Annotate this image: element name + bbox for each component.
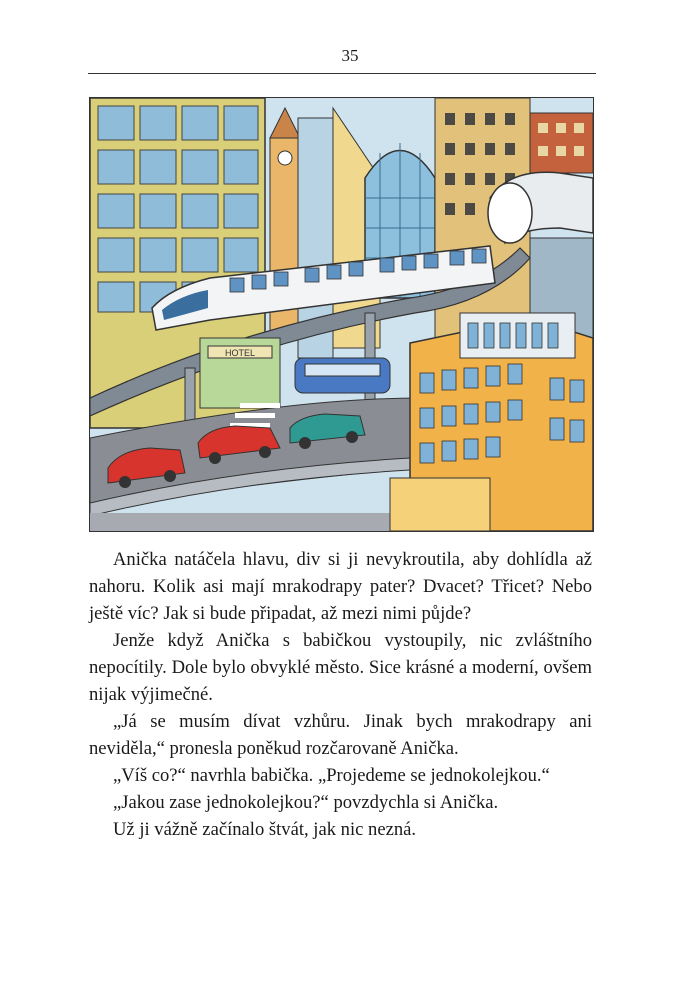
- paragraph: „Víš co?“ navrhla babička. „Projedeme se jednokolejkou.“: [113, 765, 550, 786]
- bus-windows: [305, 364, 380, 376]
- paragraph: Anička natáčela hlavu, div si ji nevykroutila, aby dohlídla až nahoru. Kolik asi mají mrakodrapy pater? Dvacet? Třicet? Nebo ještě víc? Jak si bude připadat, až mezi nimi půjde?: [89, 549, 592, 624]
- city-illustration: [89, 97, 594, 532]
- kiosk-building: [390, 478, 490, 531]
- story-text: [89, 546, 592, 843]
- paragraph: „Jakou zase jednokolejkou?“ povzdychla si Anička.: [113, 792, 499, 813]
- city-scene-svg: [90, 98, 593, 531]
- lower-road: [90, 513, 410, 531]
- header-rule: [88, 73, 596, 74]
- paragraph: Už ji vážně začínalo štvát, jak nic nezná.: [113, 819, 417, 840]
- paragraph: „Já se musím dívat vzhůru. Jinak bych mrakodrapy ani neviděla,“ pronesla poněkud rozčarovaně Anička.: [89, 711, 592, 759]
- tube-opening: [488, 183, 532, 243]
- hotel-sign: HOTEL: [224, 348, 256, 358]
- page-number: 35: [341, 46, 359, 65]
- brick-building: [530, 113, 593, 173]
- clock-icon: [278, 151, 292, 165]
- paragraph: Jenže když Anička s babičkou vystoupily, nic zvláštního nepocítily. Dole bylo obvyklé město. Sice krásné a moderní, ovšem nijak výjimečné.: [89, 630, 592, 705]
